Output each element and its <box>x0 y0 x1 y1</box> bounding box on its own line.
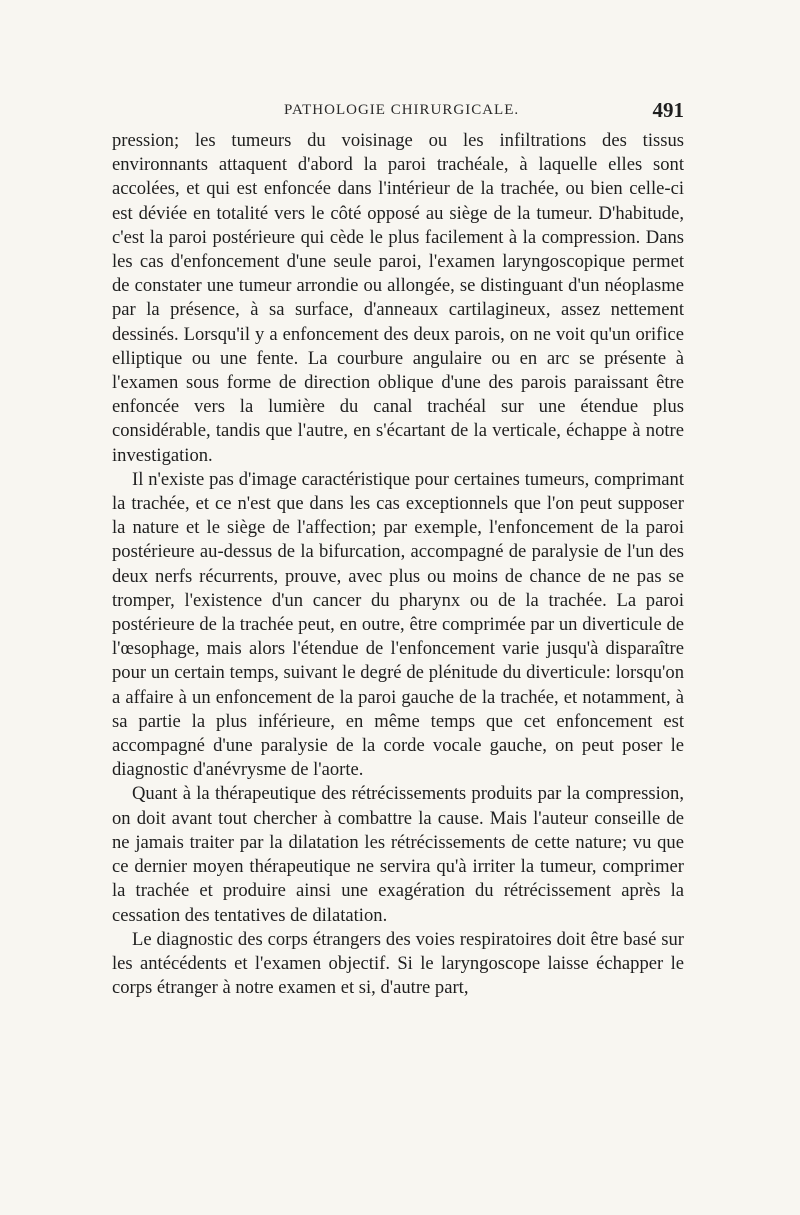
paragraph-3: Quant à la thérapeutique des rétrécissements produits par la compression, on doit avant tout chercher à combattre la cause. Mais l'auteur conseille de ne jamais traiter par la dilatation les rétrécissements de cette nature; vu que ce dernier moyen thérapeutique ne servira qu'à irriter la tumeur, comprimer la trachée et produire ainsi une exagération du rétrécissement après la cessation des tentatives de dilatation. <box>112 783 684 926</box>
paragraph-1: pression; les tumeurs du voisinage ou les infiltrations des tissus environnants attaquent d'abord la paroi trachéale, à laquelle elles sont accolées, et qui est enfoncée dans l'intérieur de la trachée, ou bien celle-ci est déviée en totalité vers le côté opposé au siège de la tumeur. D'habitude, c'est la paroi postérieure qui cède le plus facilement à la compression. Dans les cas d'enfoncement d'une seule paroi, l'examen laryngoscopique permet de constater une tumeur arrondie ou allongée, se distinguant d'un néoplasme par la présence, à sa surface, d'anneaux cartilagineux, assez nettement dessinés. Lorsqu'il y a enfoncement des deux parois, on ne voit qu'un orifice elliptique ou une fente. La courbure angulaire ou en arc se présente à l'examen sous forme de direction oblique d'une des parois paraissant être enfoncée vers la lumière du canal trachéal sur une étendue plus considérable, tandis que l'autre, en s'écartant de la verticale, échappe à notre investigation. <box>112 130 684 466</box>
body-text <box>112 129 684 1000</box>
paragraph-2: Il n'existe pas d'image caractéristique pour certaines tumeurs, comprimant la trachée, et ce n'est que dans les cas exceptionnels que l'on peut supposer la nature et le siège de l'affection; par exemple, l'enfoncement de la paroi postérieure au-dessus de la bifurcation, accompagné de paralysie de l'un des deux nerfs récurrents, prouve, avec plus ou moins de chance de ne pas se tromper, l'existence d'un cancer du pharynx ou de la trachée. La paroi postérieure de la trachée peut, en outre, être comprimée par un diverticule de l'œsophage, mais alors l'étendue de l'enfoncement varie jusqu'à disparaître pour un certain temps, suivant le degré de plénitude du diverticule: lorsqu'on a affaire à un enfoncement de la paroi gauche de la trachée, et notamment, à sa partie la plus inférieure, en même temps que cet enfoncement est accompagné d'une paralysie de la corde vocale gauche, on peut poser le diagnostic d'anévrysme de l'aorte. <box>112 468 684 781</box>
paragraph-4: Le diagnostic des corps étrangers des voies respiratoires doit être basé sur les antécédents et l'examen objectif. Si le laryngoscope laisse échapper le corps étranger à notre examen et si, d'autre part, <box>112 928 684 999</box>
page-number: 491 <box>652 98 684 122</box>
running-title: PATHOLOGIE CHIRURGICALE. <box>284 102 520 118</box>
page-header <box>112 98 684 124</box>
